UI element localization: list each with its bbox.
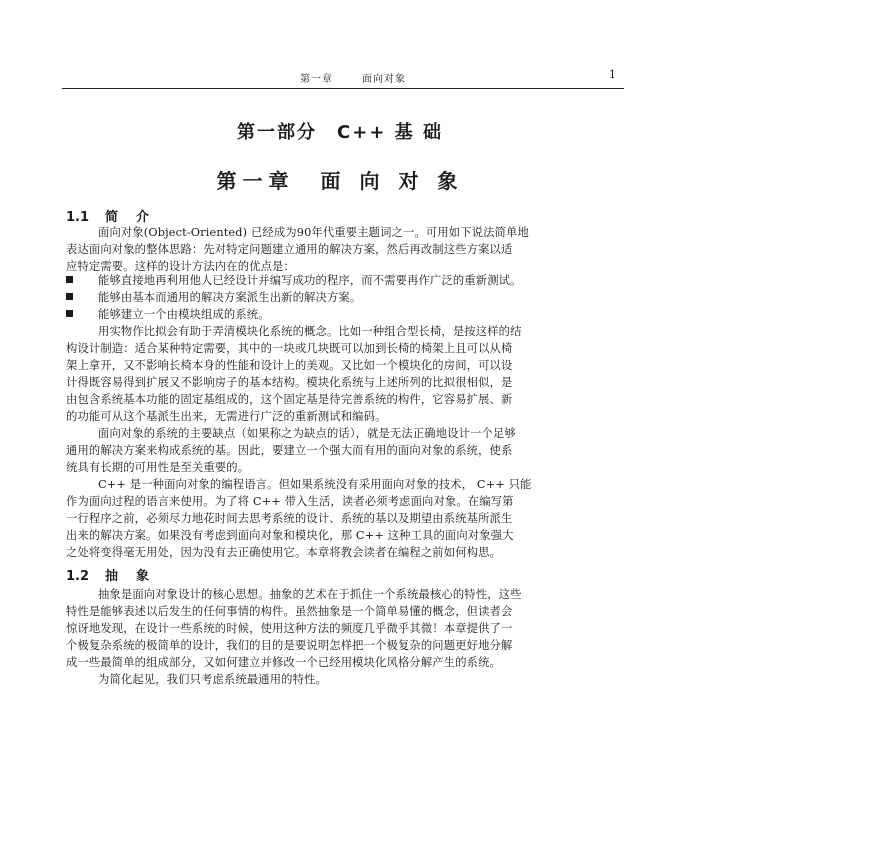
bullet-item: 能够建立一个由模块组成的系统。 bbox=[98, 308, 270, 321]
bullet-square-icon bbox=[66, 293, 73, 300]
section-title: 抽象 bbox=[105, 569, 168, 584]
text-line: 表达面向对象的整体思路：先对特定问题建立通用的解决方案，然后再改制这些方案以适 bbox=[66, 243, 513, 256]
text-line: 特性是能够表述以后发生的任何事情的构件。虽然抽象是一个简单易懂的概念，但读者会 bbox=[66, 605, 513, 618]
text-line: 抽象是面向对象设计的核心思想。抽象的艺术在于抓住一个系统最核心的特性，这些 bbox=[98, 588, 522, 601]
text-line: 出来的解决方案。如果没有考虑到面向对象和模块化，那 C++ 这种工具的面向对象强大 bbox=[66, 529, 514, 542]
section-number: 1.2 bbox=[66, 569, 90, 584]
text-line: 面向对象(Object-Oriented) 已经成为90年代重要主题词之一。可用如下说法简单地 bbox=[98, 226, 529, 239]
section-title: 简介 bbox=[105, 210, 168, 225]
text-line: 计得既容易得到扩展又不影响房子的基本结构。模块化系统与上述所列的比拟很相似，是 bbox=[66, 376, 513, 389]
text-line: 架上拿开，又不影响长椅本身的性能和设计上的美观。又比如一个模块化的房间，可以设 bbox=[66, 359, 513, 372]
bullet-square-icon bbox=[66, 276, 73, 283]
header-chapter: 第一章 bbox=[300, 74, 333, 85]
text-line: 应特定需要。这样的设计方法内在的优点是： bbox=[66, 260, 295, 273]
text-line: 构设计制造：适合某种特定需要，其中的一块或几块既可以加到长椅的椅架上且可以从椅 bbox=[66, 342, 513, 355]
bullet-square-icon bbox=[66, 310, 73, 317]
text-line: 通用的解决方案来构成系统的基。因此，要建立一个强大而有用的面向对象的系统，使系 bbox=[66, 444, 513, 457]
bullet-item: 能够由基本而通用的解决方案派生出新的解决方案。 bbox=[98, 291, 362, 304]
text-line: C++ 是一种面向对象的编程语言。但如果系统没有采用面向对象的技术， C++ 只能 bbox=[98, 478, 532, 491]
text-line: 个极复杂系统的极简单的设计，我们的目的是要说明怎样把一个极复杂的问题更好地分解 bbox=[66, 639, 513, 652]
text-line: 一行程序之前，必须尽力地花时间去思考系统的设计、系统的基以及期望由系统基所派生 bbox=[66, 512, 513, 525]
page-number: 1 bbox=[609, 68, 616, 81]
part-title: 第一部分 C++ 基 础 bbox=[237, 122, 443, 143]
text-line: 成一些最简单的组成部分，又如何建立并修改一个已经用模块化风格分解产生的系统。 bbox=[66, 656, 501, 669]
chapter-title: 第一章 面 向 对 象 bbox=[216, 169, 464, 193]
header-section: 面向对象 bbox=[362, 74, 406, 85]
section-number: 1.1 bbox=[66, 210, 90, 225]
section-heading-1-1 bbox=[66, 206, 167, 225]
section-heading-1-2 bbox=[66, 565, 167, 584]
text-line: 作为面向过程的语言来使用。为了将 C++ 带入生活，读者必须考虑面向对象。在编写第 bbox=[66, 495, 514, 508]
text-line: 惊讶地发现，在设计一些系统的时候，使用这种方法的频度几乎微乎其微！本章提供了一 bbox=[66, 622, 513, 635]
text-line: 之处将变得毫无用处，因为没有去正确使用它。本章将教会读者在编程之前如何构思。 bbox=[66, 546, 501, 559]
running-header bbox=[62, 70, 624, 89]
text-line: 用实物作比拟会有助于弄清模块化系统的概念。比如一种组合型长椅，是按这样的结 bbox=[98, 325, 522, 338]
text-line: 由包含系统基本功能的固定基组成的，这个固定基是待完善系统的构件，它容易扩展、新 bbox=[66, 393, 513, 406]
text-line: 统具有长期的可用性是至关重要的。 bbox=[66, 461, 250, 474]
text-line: 的功能可从这个基派生出来，无需进行广泛的重新测试和编码。 bbox=[66, 410, 387, 423]
text-line: 面向对象的系统的主要缺点（如果称之为缺点的话），就是无法正确地设计一个足够 bbox=[98, 427, 516, 440]
bullet-item: 能够直接地再利用他人已经设计并编写成功的程序，而不需要再作广泛的重新测试。 bbox=[98, 274, 522, 287]
text-line: 为简化起见，我们只考虑系统最通用的特性。 bbox=[98, 673, 327, 686]
